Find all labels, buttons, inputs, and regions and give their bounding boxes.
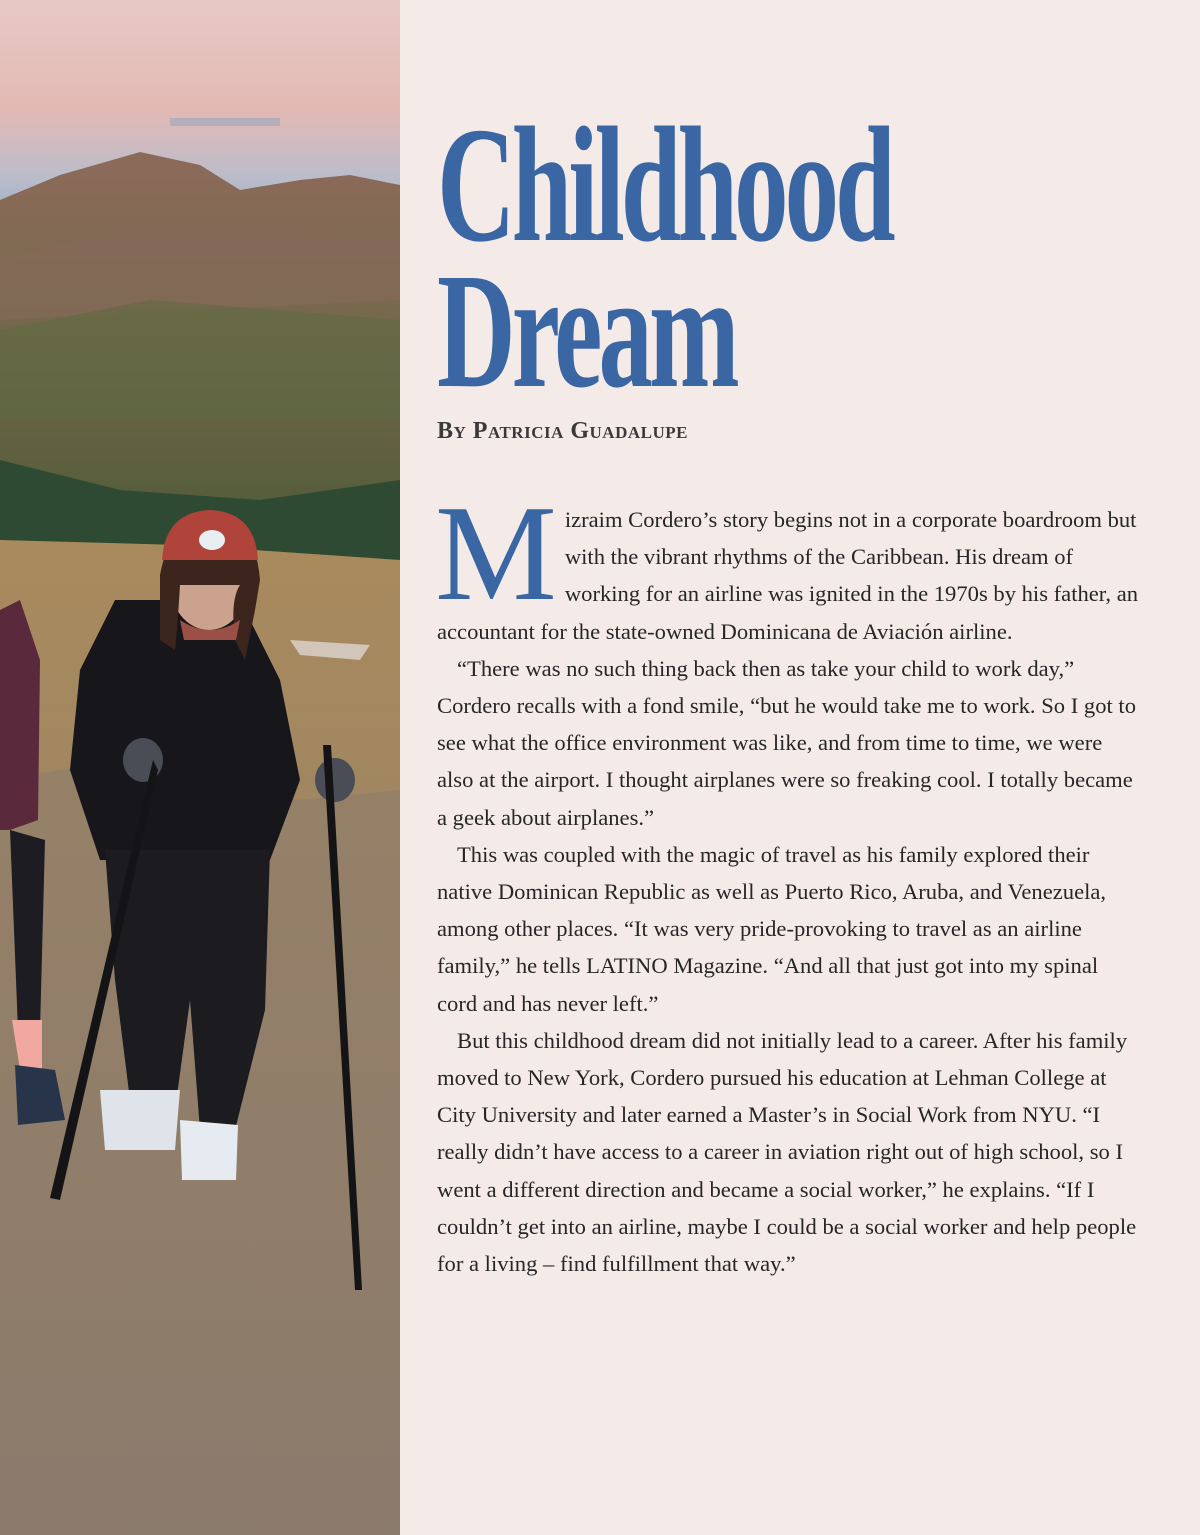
headline-line-1: Childhood [437, 93, 892, 276]
hiker-photo [0, 0, 400, 1535]
headline-line-2: Dream [437, 239, 736, 422]
byline: By Patricia Guadalupe [437, 418, 688, 444]
paragraph-3: This was coupled with the magic of travel as his family explored their native Dominican Republic as well as Puerto Rico, Aruba, and Venezuela, among other places. “It was very pride-provoking to travel as an airline family,” he tells LATINO Magazine. “And all that just got into my spinal cord and has never left.” [437, 841, 1107, 1016]
article-body [435, 477, 1139, 1282]
paragraph-4: But this childhood dream did not initially lead to a career. After his family moved to New York, Cordero pursued his education at Lehman College at City University and later earned a Master’s in Social Work from NYU. “I really didn’t have access to a career in aviation right out of high school, so I went a different direction and became a social worker,” he explains. “If I couldn’t get into an airline, maybe I could be a social worker and help people for a living – find fulfillment that way.” [437, 1027, 1137, 1277]
paragraph-1-text: izraim Cordero’s story begins not in a corporate boardroom but with the vibrant rhythms of the Caribbean. His dream of working for an airline was ignited in the 1970s by his father, an accountant for the state-owned Dominicana de Aviación airline. [437, 507, 1139, 644]
drop-cap: M [435, 477, 557, 629]
paragraph-2: “There was no such thing back then as take your child to work day,” Cordero recalls with a fond smile, “but he would take me to work. So I got to see what the office environment was like, and from time to time, we were also at the airport. I thought airplanes were so freaking cool. I totally became a geek about airplanes.” [437, 655, 1137, 830]
article-column [437, 0, 1147, 1535]
paragraph-1 [435, 477, 1139, 650]
